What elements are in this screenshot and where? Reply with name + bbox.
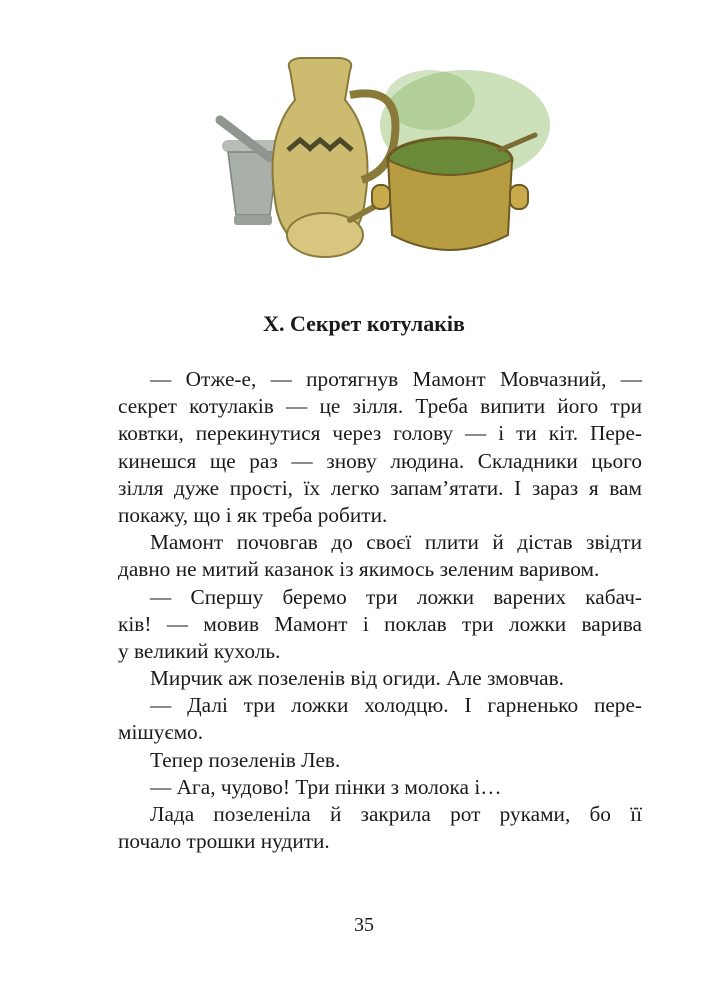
text-line: Мамонт почовгав до своєї плити й дістав звідти — [150, 530, 642, 555]
text-line: покажу, що і як треба робити. — [118, 502, 388, 527]
text-line: у великий кухоль. — [118, 638, 281, 663]
text-line: почало трошки нудити. — [118, 829, 330, 854]
kitchen-pots-illustration — [200, 40, 550, 270]
text-line: — Ага, чудово! Три пінки з молока і… — [150, 774, 502, 799]
text-line: ків! — мовив Мамонт і поклав три ложки варива — [118, 611, 642, 636]
text-line: мішуємо. — [118, 720, 204, 745]
body-text — [118, 366, 642, 855]
text-line: ковтки, перекинутися через голову — і ти кіт. Пере- — [118, 421, 642, 446]
text-line: Лада позеленіла й закрила рот руками, бо її — [150, 802, 642, 826]
text-line: давно не митий казанок із якимось зеленим варивом. — [118, 557, 600, 582]
text-line: секрет котулаків — це зілля. Треба випити його три — [118, 394, 642, 419]
chapter-title: X. Секрет котулаків — [263, 311, 465, 336]
text-line: — Далі три ложки холодцю. І гарненько пере- — [150, 693, 642, 718]
text-line: зілля дуже прості, їх легко запам’ятати. І зараз я вам — [118, 475, 642, 500]
text-line: — Отже-е, — протягнув Мамонт Мовчазний, — — [150, 367, 642, 391]
text-line: Тепер позеленів Лев. — [150, 747, 341, 772]
text-line: кинешся ще раз — знову людина. Складники цього — [118, 448, 642, 473]
text-line: — Спершу беремо три ложки варених кабач- — [150, 584, 642, 609]
text-line: Мирчик аж позеленів від огиди. Але змовчав. — [150, 666, 565, 691]
page-number: 35 — [354, 914, 374, 936]
